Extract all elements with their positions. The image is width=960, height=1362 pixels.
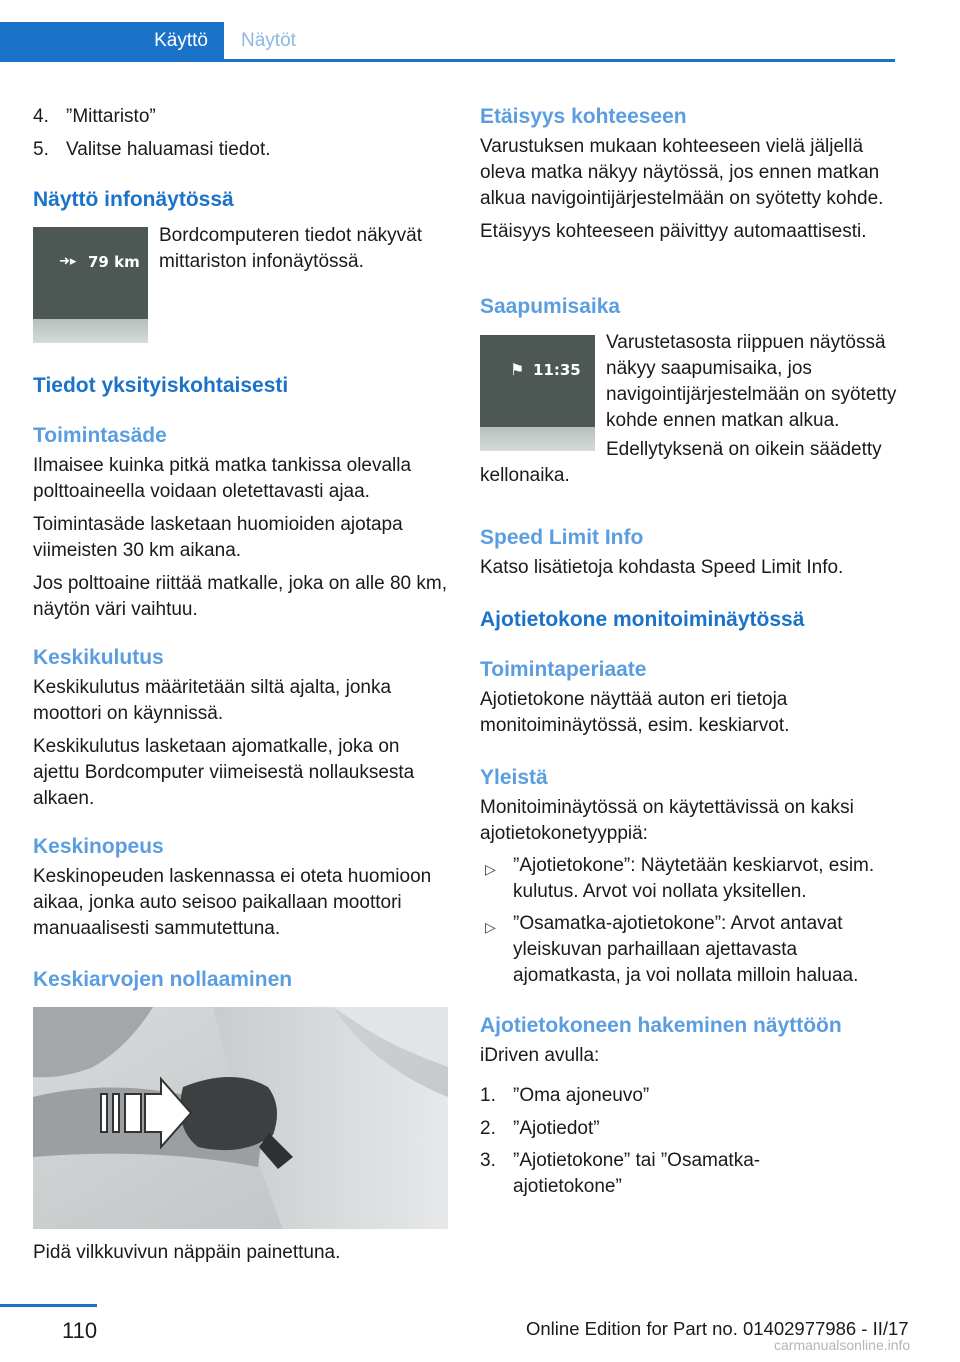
edition-text: Online Edition for Part no. 01402977986 - II/17 xyxy=(526,1318,909,1339)
sli-heading: Speed Limit Info xyxy=(480,526,644,549)
infodisplay-heading: Näyttö infonäytössä xyxy=(33,188,234,211)
header-rule xyxy=(0,59,895,62)
step-number: 1. xyxy=(480,1085,496,1106)
arrival-heading: Saapumisaika xyxy=(480,295,621,318)
tab-kaytto[interactable] xyxy=(0,22,224,62)
speed-paragraph: Keskinopeuden laskennassa ei oteta huomioon aikaa, jonka auto seisoo paikallaan moottori manuaalisesti sammutettuna. xyxy=(33,866,432,939)
arrival-text-block xyxy=(606,330,898,441)
step-number: 3. xyxy=(480,1150,496,1171)
bullet-item xyxy=(480,853,898,905)
principle-heading: Toimintaperiaate xyxy=(480,658,647,681)
bullet-text: ”Osamatka-ajotietokone”: Arvot antavat yleiskuvan parhaillaan ajettavasta ajomatkasta, ja voi nollata milloin haluaa. xyxy=(513,913,859,986)
distance-section xyxy=(480,104,898,252)
reset-caption: Pidä vilkkuvivun näppäin painettuna. xyxy=(33,1242,341,1263)
step-1 xyxy=(480,1083,898,1109)
sli-section xyxy=(480,525,898,588)
footer-rule xyxy=(0,1304,97,1307)
turn-signal-lever-image xyxy=(33,1007,448,1229)
consumption-section xyxy=(33,645,448,819)
range-heading: Toimintasäde xyxy=(33,424,167,447)
arrival-paragraph: Varustetasosta riippuen näytössä näkyy saapumisaika, jos navigointijärjestelmään on syötetty kohde ennen matkan alkua. xyxy=(606,332,897,431)
flag-icon: ⚑ xyxy=(510,360,525,379)
step-text: ”Ajotietokone” tai ”Osamatka-ajotietokone” xyxy=(513,1150,761,1197)
display-bar xyxy=(33,319,148,343)
step-number: 5. xyxy=(33,139,49,160)
step-2 xyxy=(480,1116,898,1142)
range-arrow-icon: ➜▸ xyxy=(59,254,77,269)
distance-paragraph: Varustuksen mukaan kohteeseen vielä jäljellä oleva matka näkyy näytössä, jos ennen matkan alkua navigointijärjestelmään on syötetty kohde. xyxy=(480,136,884,209)
step-3 xyxy=(480,1148,898,1200)
sli-paragraph: Katso lisätietoja kohdasta Speed Limit Info. xyxy=(480,557,844,578)
tab-naytot-label: Näytöt xyxy=(241,30,296,51)
range-section xyxy=(33,423,448,630)
distance-paragraph: Etäisyys kohteeseen päivittyy automaattisesti. xyxy=(480,221,867,242)
consumption-paragraph: Keskikulutus määritetään siltä ajalta, jonka moottori on käynnissä. xyxy=(33,677,392,724)
triangle-bullet-icon: ▷ xyxy=(485,919,496,935)
range-display-image xyxy=(33,227,148,343)
distance-heading: Etäisyys kohteeseen xyxy=(480,105,687,128)
range-paragraph: Toimintasäde lasketaan huomioiden ajotapa viimeisten 30 km aikana. xyxy=(33,514,403,561)
range-paragraph: Jos polttoaine riittää matkalle, joka on alle 80 km, näytön väri vaihtuu. xyxy=(33,573,447,620)
arrival-readout: 11:35 xyxy=(533,361,581,379)
step-text: ”Mittaristo” xyxy=(66,106,156,127)
principle-section xyxy=(480,657,898,746)
watermark: carmanualsonline.info xyxy=(774,1337,911,1353)
details-heading: Tiedot yksityiskohtaisesti xyxy=(33,374,289,397)
bullet-item xyxy=(480,911,898,989)
step-number: 2. xyxy=(480,1118,496,1139)
range-paragraph: Ilmaisee kuinka pitkä matka tankissa olevalla polttoaineella voidaan oletettavasti ajaa. xyxy=(33,455,412,502)
consumption-heading: Keskikulutus xyxy=(33,646,164,669)
consumption-paragraph: Keskikulutus lasketaan ajomatkalle, joka on ajettu Bordcomputer viimeisestä nollauksesta alkaen. xyxy=(33,736,415,809)
open-paragraph: iDriven avulla: xyxy=(480,1045,600,1066)
step-text: Valitse haluamasi tiedot. xyxy=(66,139,271,160)
triangle-bullet-icon: ▷ xyxy=(485,861,496,877)
step-number: 4. xyxy=(33,106,49,127)
general-heading: Yleistä xyxy=(480,766,548,789)
bullet-text: ”Ajotietokone”: Näytetään keskiarvot, esim. kulutus. Arvot voi nollata yksitellen. xyxy=(513,855,875,902)
arrival-display-image xyxy=(480,335,595,451)
arrival-paragraph-2: Edellytyksenä on oikein säädetty kellonaika. xyxy=(480,439,882,486)
step-5 xyxy=(33,137,448,163)
open-section xyxy=(480,1013,898,1076)
range-readout: 79 km xyxy=(88,253,140,271)
general-paragraph: Monitoiminäytössä on käytettävissä on kaksi ajotietokonetyyppiä: xyxy=(480,797,854,844)
tab-kaytto-label: Käyttö xyxy=(154,30,208,51)
lever-illustration xyxy=(33,1007,448,1229)
step-text: ”Ajotiedot” xyxy=(513,1118,600,1139)
tab-naytot[interactable] xyxy=(224,22,344,59)
step-text: ”Oma ajoneuvo” xyxy=(513,1085,650,1106)
open-heading: Ajotietokoneen hakeminen näyttöön xyxy=(480,1014,842,1037)
page-number: 110 xyxy=(62,1318,98,1343)
speed-heading: Keskinopeus xyxy=(33,835,164,858)
tc-heading: Ajotietokone monitoiminäytössä xyxy=(480,608,805,631)
principle-paragraph: Ajotietokone näyttää auton eri tietoja monitoiminäytössä, esim. keskiarvot. xyxy=(480,689,790,736)
step-4 xyxy=(33,104,448,130)
infodisplay-text: Bordcomputeren tiedot näkyvät mittariston infonäytössä. xyxy=(159,225,422,272)
reset-heading: Keskiarvojen nollaaminen xyxy=(33,968,293,991)
general-section xyxy=(480,765,898,854)
speed-section xyxy=(33,834,448,949)
